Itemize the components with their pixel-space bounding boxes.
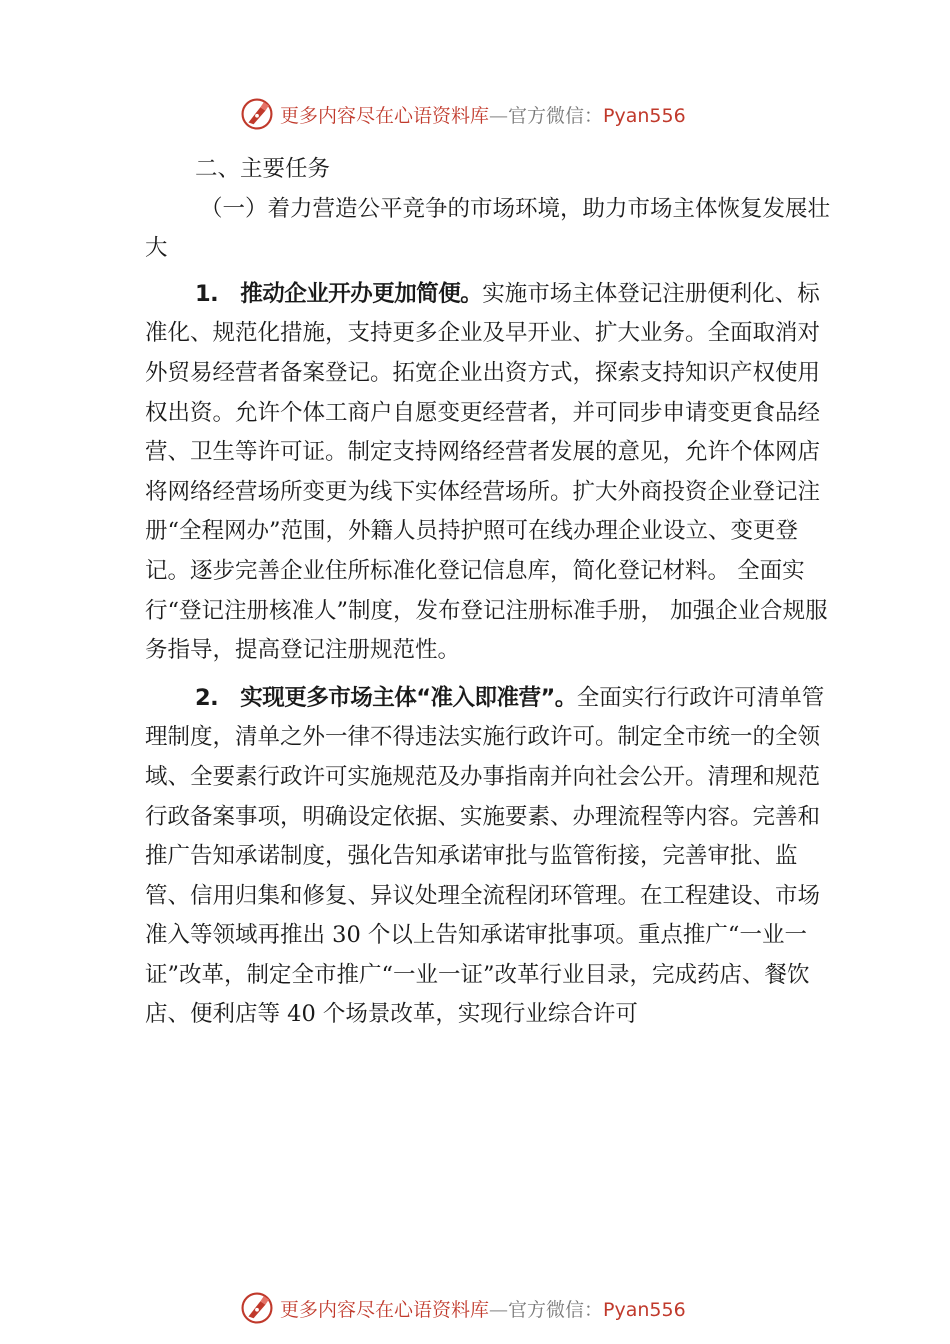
task-1-title: 推动企业开办更加简便。 — [240, 280, 483, 307]
header-watermark-banner — [240, 96, 686, 132]
task-1-lead — [195, 281, 482, 307]
task-1-body: 实施市场主体登记注册便利化、标准化、规范化措施，支持更多企业及早开业、扩大业务。全面取消对外贸易经营者备案登记。拓宽企业出资方式，探索支持知识产权使用权出资。允许个体工商户自愿变更经营者，并可同步申请变更食品经营、卫生等许可证。制定支持网络经营者发展的意见，允许个体网店将网络经营场所变更为线下实体经营场所。扩大外商投资企业登记注册“全程网办”范围，外籍人员持护照可在线办理企业设立、变更登记。逐步完善企业住所标准化登记信息库，简化登记材料。 全面实行“登记注册核准人”制度，发布登记注册标准手册， 加强企业合规服务指导，提高登记注册规范性。 — [145, 280, 828, 664]
watermark-wechat-label: 官方微信： — [508, 1298, 604, 1321]
task-2-title: 实现更多市场主体“准入即准营”。 — [240, 684, 577, 711]
watermark-wechat-id: Pyan556 — [603, 1298, 686, 1321]
task-1-number: 1. — [195, 280, 219, 307]
watermark-text — [280, 1295, 686, 1322]
document-body — [145, 150, 835, 1035]
watermark-prefix: 更多内容尽在心语资料库 — [280, 104, 490, 127]
watermark-dash: — — [489, 1298, 509, 1321]
watermark-wechat-label: 官方微信： — [508, 104, 604, 127]
task-paragraph-2 — [145, 679, 835, 1035]
pen-nib-logo-icon — [240, 97, 274, 131]
pen-nib-logo-icon — [240, 1291, 274, 1325]
task-2-body: 全面实行行政许可清单管理制度，清单之外一律不得违法实施行政许可。制定全市统一的全领域、全要素行政许可实施规范及办事指南并向社会公开。清理和规范行政备案事项，明确设定依据、实施要素、办理流程等内容。完善和推广告知承诺制度，强化告知承诺审批与监管衔接，完善审批、监管、信用归集和修复、异议处理全流程闭环管理。在工程建设、市场准入等领域再推出 30 个以上告知承诺审批事项。重点推广“一业一证”改革，制定全市推广“一业一证”改革行业目录，完成药店、餐饮店、便利店等 40 个场景改革，实现行业综合许可 — [145, 684, 825, 1028]
footer-watermark-banner — [240, 1290, 686, 1326]
subsection-heading: （一）着力营造公平竞争的市场环境，助力市场主体恢复发展壮大 — [145, 195, 831, 262]
section-heading: 二、主要任务 — [195, 156, 331, 182]
watermark-prefix: 更多内容尽在心语资料库 — [280, 1298, 490, 1321]
task-paragraph-1 — [145, 275, 835, 671]
task-2-number: 2. — [195, 684, 219, 711]
watermark-dash: — — [489, 104, 509, 127]
task-2-lead — [195, 685, 577, 711]
watermark-wechat-id: Pyan556 — [603, 104, 686, 127]
watermark-text — [280, 101, 686, 128]
